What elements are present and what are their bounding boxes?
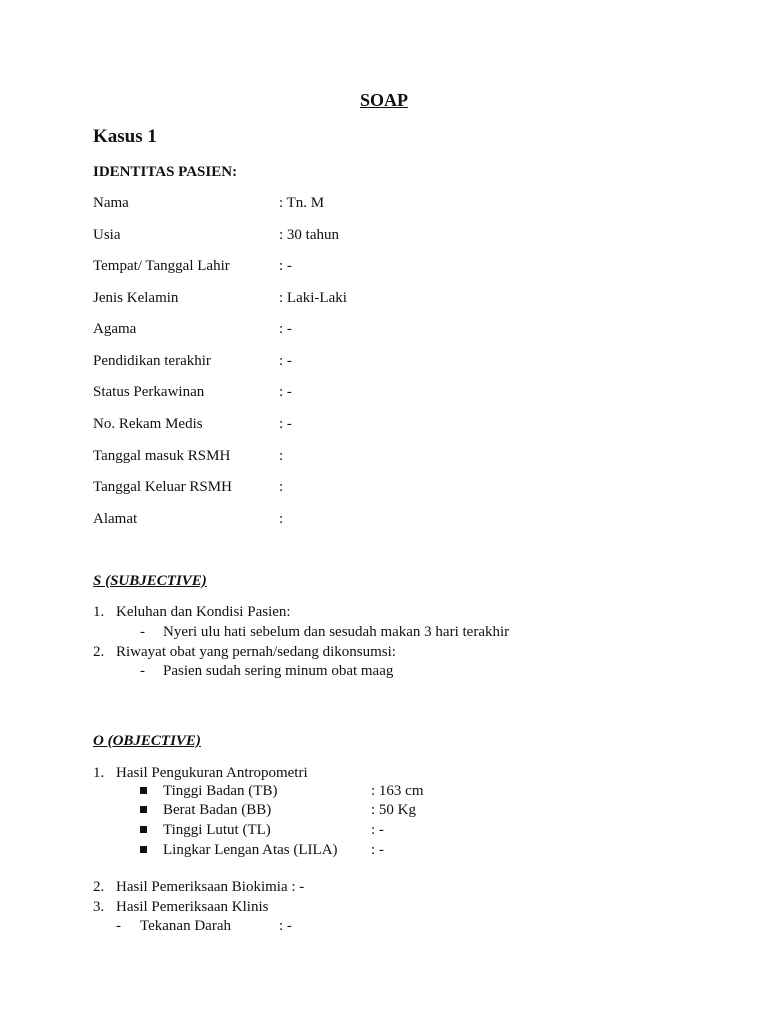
subjective-item-2-text: Riwayat obat yang pernah/sedang dikonsumsi:	[116, 644, 396, 660]
subjective-heading: S (SUBJECTIVE)	[93, 573, 207, 589]
list-bullet	[140, 801, 147, 819]
list-bullet	[140, 841, 147, 859]
identity-value-ttl: : -	[279, 258, 292, 274]
anthropometry-tb-value: : 163 cm	[371, 783, 424, 799]
identity-heading: IDENTITAS PASIEN:	[93, 164, 238, 180]
identity-label-alamat: Alamat	[93, 511, 138, 527]
identity-label-tanggal-keluar: Tanggal Keluar RSMH	[93, 479, 232, 495]
document-title: SOAP	[359, 90, 408, 110]
identity-value-jenis-kelamin: : Laki-Laki	[279, 290, 347, 306]
identity-label-nama: Nama	[93, 195, 129, 211]
subjective-item-2-number: 2.	[93, 644, 105, 660]
biochem-number: 2.	[93, 879, 105, 895]
identity-value-tanggal-masuk: :	[279, 448, 284, 464]
list-bullet	[140, 821, 147, 839]
clinical-number: 3.	[93, 899, 105, 915]
subjective-item-2-dash: -	[140, 663, 145, 679]
anthropometry-number: 1.	[93, 765, 105, 781]
list-bullet	[140, 782, 147, 800]
anthropometry-bb-value: : 50 Kg	[371, 802, 416, 818]
biochem-text: Hasil Pemeriksaan Biokimia : -	[116, 879, 305, 895]
subjective-item-2-sub: Pasien sudah sering minum obat maag	[163, 663, 394, 679]
identity-label-rekam-medis: No. Rekam Medis	[93, 416, 203, 432]
identity-value-rekam-medis: : -	[279, 416, 292, 432]
identity-value-pendidikan: : -	[279, 353, 292, 369]
case-title: Kasus 1	[93, 126, 157, 147]
anthropometry-tb-label: Tinggi Badan (TB)	[163, 783, 278, 799]
subjective-item-1-text: Keluhan dan Kondisi Pasien:	[116, 604, 291, 620]
clinical-bp-value: : -	[279, 918, 292, 934]
anthropometry-tl-label: Tinggi Lutut (TL)	[163, 822, 271, 838]
clinical-dash: -	[116, 918, 121, 934]
identity-label-tanggal-masuk: Tanggal masuk RSMH	[93, 448, 231, 464]
identity-value-nama: : Tn. M	[279, 195, 325, 211]
identity-value-agama: : -	[279, 321, 292, 337]
identity-label-status-perkawinan: Status Perkawinan	[93, 384, 205, 400]
anthropometry-lila-value: : -	[371, 842, 384, 858]
identity-label-pendidikan: Pendidikan terakhir	[93, 353, 211, 369]
identity-label-usia: Usia	[93, 227, 121, 243]
identity-label-ttl: Tempat/ Tanggal Lahir	[93, 258, 230, 274]
subjective-item-1-sub: Nyeri ulu hati sebelum dan sesudah makan 3 hari terakhir	[163, 624, 510, 640]
anthropometry-lila-label: Lingkar Lengan Atas (LILA)	[163, 842, 338, 858]
identity-value-usia: : 30 tahun	[279, 227, 339, 243]
identity-value-status-perkawinan: : -	[279, 384, 292, 400]
identity-value-tanggal-keluar: :	[279, 479, 284, 495]
subjective-item-1-dash: -	[140, 624, 145, 640]
clinical-bp-label: Tekanan Darah	[140, 918, 231, 934]
anthropometry-tl-value: : -	[371, 822, 384, 838]
identity-label-jenis-kelamin: Jenis Kelamin	[93, 290, 179, 306]
objective-heading: O (OBJECTIVE)	[93, 733, 201, 749]
anthropometry-bb-label: Berat Badan (BB)	[163, 802, 272, 818]
anthropometry-title: Hasil Pengukuran Antropometri	[116, 765, 308, 781]
clinical-text: Hasil Pemeriksaan Klinis	[116, 899, 269, 915]
subjective-item-1-number: 1.	[93, 604, 105, 620]
identity-value-alamat: :	[279, 511, 284, 527]
identity-label-agama: Agama	[93, 321, 137, 337]
